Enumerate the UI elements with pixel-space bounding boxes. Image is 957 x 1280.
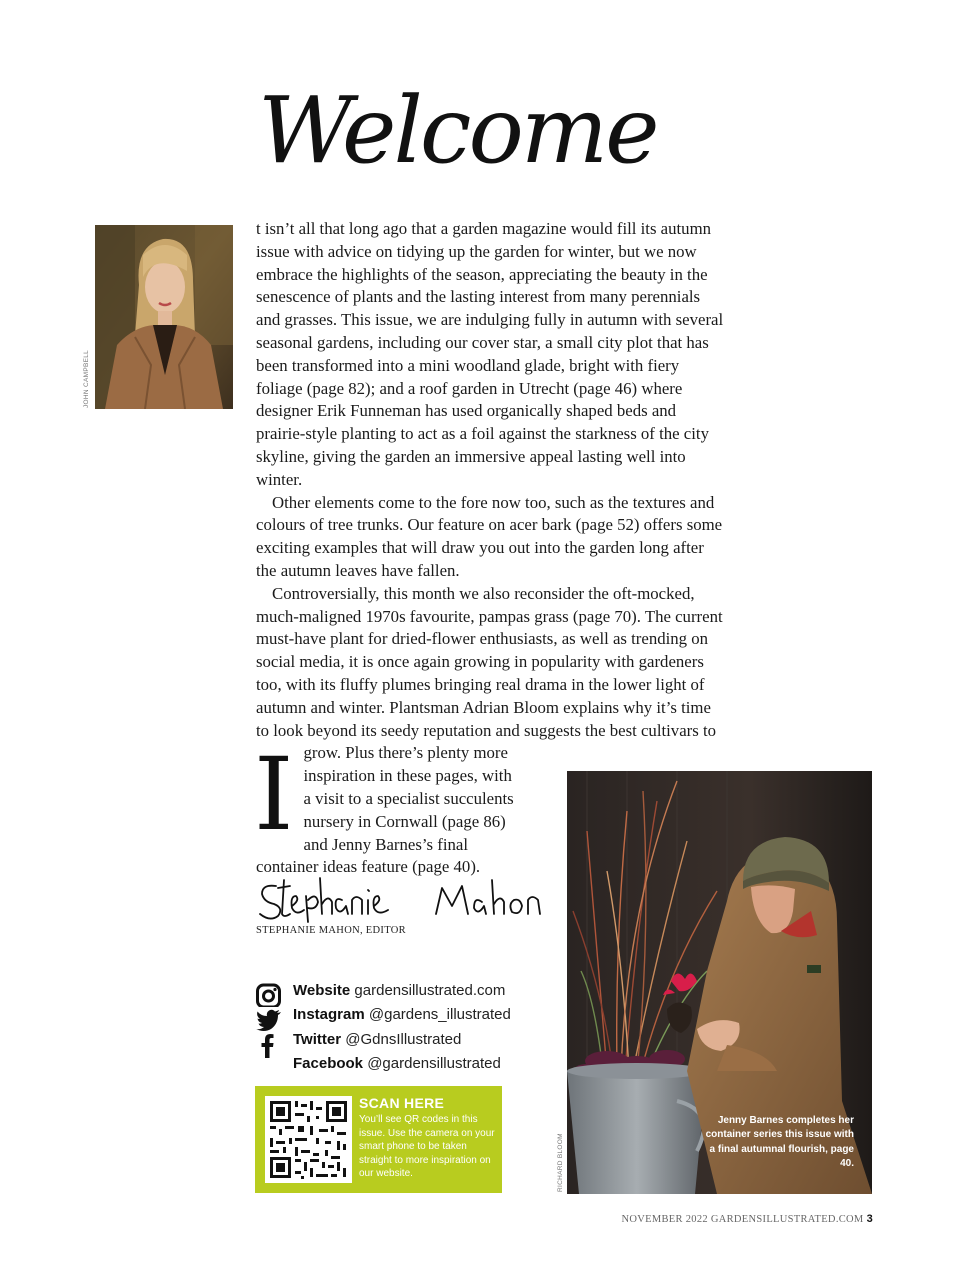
facebook-icon xyxy=(256,1032,282,1058)
social-label: Instagram xyxy=(293,1006,365,1024)
social-label: Website xyxy=(293,982,351,999)
page-footer xyxy=(621,1213,873,1225)
portrait-credit: JOHN CAMPBELL xyxy=(83,349,90,408)
paragraph: I t isn’t all that long ago that a garden magazine would fill its autumn issue with advice on tidying up the garden for winter, but we now embrace the highlights of the season, appreciating the beauty in the senescence of plants and the lasting interest from many perennials and grasses. This issue, we are indulging fully in autumn with several seasonal gardens, including our cover star, a small city plot that has been transformed into a mini woodland glade, bright with fiery foliage (page 82); and a roof garden in Utrecht (page 46) where designer Erik Funneman has used organically shaped beds and prairie-style planting to act as a foil against the starkness of the city skyline, giving the garden an immersive appeal lasting well into winter. xyxy=(254,219,724,853)
feature-photo xyxy=(567,771,872,1194)
editor-signature xyxy=(256,874,546,924)
footer-text: NOVEMBER 2022 GARDENSILLUSTRATED.COM xyxy=(621,1214,864,1225)
social-label: Facebook xyxy=(293,1054,364,1072)
instagram-icon xyxy=(256,981,282,1007)
qr-panel xyxy=(255,1086,502,1193)
social-value[interactable]: @GdnsIllustrated xyxy=(345,1030,462,1048)
twitter-icon xyxy=(256,1005,282,1031)
text-wrap-spacer xyxy=(727,218,728,748)
paragraph: Other elements come to the fore now too, such as the textures and colours of tree trunks. Our feature on acer bark (page 52) offers some exciting examples that will draw you out into the garden long after the autumn leaves have fallen. xyxy=(256,492,723,580)
social-value[interactable]: @gardens_illustrated xyxy=(368,1006,511,1024)
page-title: Welcome xyxy=(258,77,657,184)
editor-portrait xyxy=(95,225,233,409)
page-number: 3 xyxy=(866,1213,873,1225)
photo-credit: RICHARD BLOOM xyxy=(557,1133,564,1192)
social-value[interactable]: gardensillustrated.com xyxy=(354,982,506,999)
paragraph: Controversially, this month we also reconsider the oft-mocked, much-maligned 1970s favourite, pampas grass (page 70). The current must-have plant for dried-flower enthusiasts, as well as trending on social media, it is once again growing in popularity with gardeners too, with its fluffy plumes bringing real drama in the lower light of autumn and winter. Plantsman Adrian Bloom explains why it’s time to look beyond its seedy reputation and suggests the best cultivars to grow. Plus there’s plenty more inspiration in these pages, with a visit to a specialist succulents nursery in Cornwall (page 86) and Jenny Barnes’s final container ideas feature (page 40). xyxy=(256,583,723,877)
qr-code[interactable] xyxy=(265,1096,352,1183)
social-label: Twitter xyxy=(293,1030,342,1048)
social-value[interactable]: @gardensillustrated xyxy=(367,1054,501,1072)
signature-caption: STEPHANIE MAHON, EDITOR xyxy=(256,925,406,936)
qr-title: SCAN HERE xyxy=(359,1095,445,1111)
drop-cap: I xyxy=(254,736,294,853)
qr-description: You’ll see QR codes in this issue. Use the camera on your smart phone to be taken straight to more inspiration on our website. xyxy=(359,1114,495,1180)
photo-caption: Jenny Barnes completes her container series this issue with a final autumnal flourish, page 40. xyxy=(705,1114,854,1170)
